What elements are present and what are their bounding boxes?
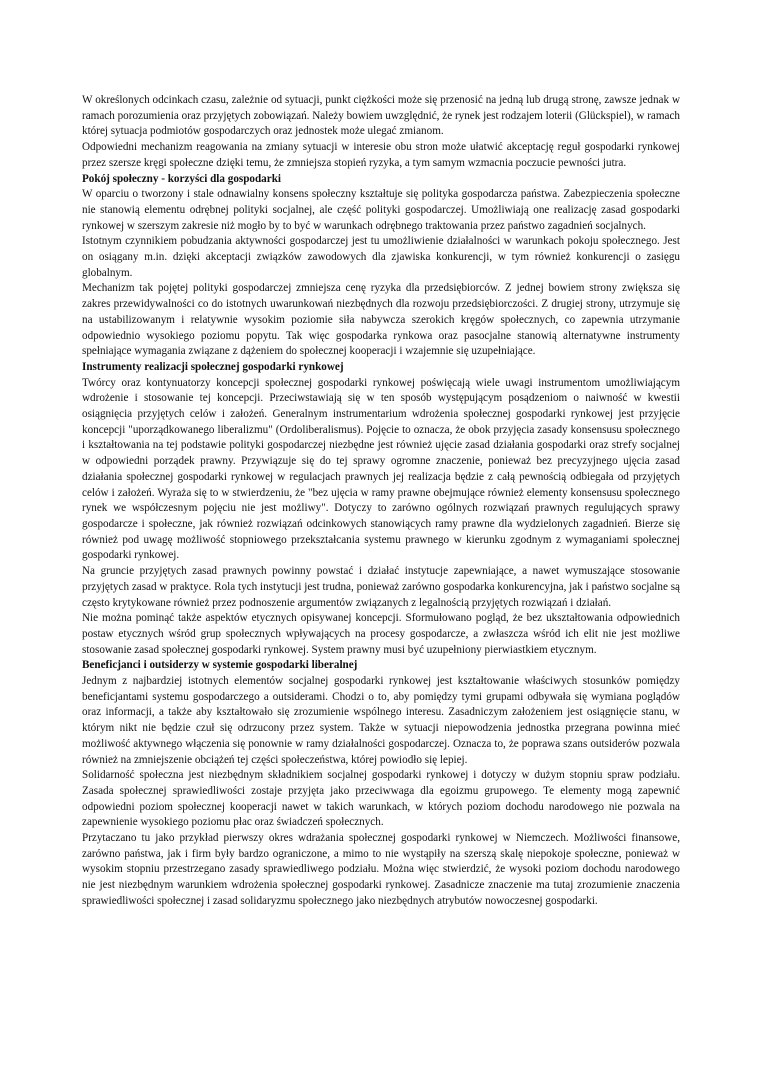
paragraph: Jednym z najbardziej istotnych elementów socjalnej gospodarki rynkowej jest kształtowanie właściwych stosunków pomiędzy beneficjantami systemu gospodarczego a outsiderami. Chodzi o to, aby pomiędzy tymi grupami odbywała się wymiana poglądów oraz informacji, a także aby kształtowało się zrozumienie wspólnego interesu. Zasadniczym założeniem jest osiągnięcie stanu, w którym nikt nie będzie czuł się odrzucony przez system. Także w sytuacji niepowodzenia jednostka przegrana powinna mieć możliwość aktywnego włączenia się ponownie w ramy działalności gospodarczej. Oznacza to, że poprawa szans outsiderów pozwala również na zmniejszenie obciążeń tej części społeczeństwa, której powiodło się lepiej. [82, 675, 680, 766]
paragraph: W określonych odcinkach czasu, zależnie od sytuacji, punkt ciężkości może się przenosić na jedną lub drugą stronę, zawsze jednak w ramach porozumienia oraz przyjętych zobowiązań. Należy bowiem uwzględnić, że rynek jest rodzajem loterii (Glückspiel), w ramach której sytuacja podmiotów gospodarczych oraz jednostek może ulegać zmianom. [82, 94, 680, 138]
paragraph: Przytaczano tu jako przykład pierwszy okres wdrażania społecznej gospodarki rynkowej w Niemczech. Możliwości finansowe, zarówno państwa, jak i firm były bardzo ograniczone, a mimo to nie wystąpiły na szerszą skalę niepokoje społeczne, ponieważ w wysokim stopniu przestrzegano zasady sprawiedliwego podziału. Można więc stwierdzić, że wysoki poziom dochodu narodowego nie jest niezbędnym warunkiem wdrożenia społecznej gospodarki rynkowej. Zasadnicze znaczenie ma tutaj zrozumienie znaczenia sprawiedliwości społecznej i zasad solidaryzmu społecznego jako niezbędnych atrybutów nowoczesnej gospodarki. [82, 832, 680, 907]
paragraph: Nie można pominąć także aspektów etycznych opisywanej koncepcji. Sformułowano pogląd, że bez ukształtowania odpowiednich postaw etycznych wśród grup społecznych wpływających na procesy gospodarcze, a zwłaszcza wśród ich elit nie jest możliwe stosowanie zasad społecznej gospodarki rynkowej. System prawny musi być uzupełniony pierwiastkiem etycznym. [82, 612, 680, 656]
section-heading: Pokój społeczny - korzyści dla gospodarki [82, 172, 281, 185]
section-heading: Instrumenty realizacji społecznej gospodarki rynkowej [82, 360, 344, 373]
paragraph: Istotnym czynnikiem pobudzania aktywności gospodarczej jest tu umożliwienie działalności w warunkach pokoju społecznego. Jest on osiągany m.in. dzięki akceptacji związków zawodowych dla zjawiska konkurencji, w tym również konkurencji o zasięgu globalnym. [82, 235, 680, 279]
paragraph: Solidarność społeczna jest niezbędnym składnikiem socjalnej gospodarki rynkowej i dotyczy w dużym stopniu spraw podziału. Zasada społecznej sprawiedliwości zostaje przyjęta jako przeciwwaga dla egoizmu grupowego. Te elementy mogą zapewnić odpowiedni poziom społecznej kooperacji nawet w takich warunkach, w których poziom dochodu narodowego nie pozwala na zapewnienie wysokiego poziomu płac oraz świadczeń społecznych. [82, 769, 680, 829]
section-heading: Beneficjanci i outsiderzy w systemie gospodarki liberalnej [82, 659, 358, 672]
document-page [82, 93, 680, 910]
paragraph: Na gruncie przyjętych zasad prawnych powinny powstać i działać instytucje zapewniające, a nawet wymuszające stosowanie przyjętych zasad w praktyce. Rola tych instytucji jest trudna, ponieważ zarówno gospodarka konkurencyjna, jak i państwo socjalne są często krytykowane również przez podnoszenie argumentów związanych z legalnością przyjętych rozwiązań i działań. [82, 565, 680, 609]
paragraph: Twórcy oraz kontynuatorzy koncepcji społecznej gospodarki rynkowej poświęcają wiele uwagi instrumentom umożliwiającym wdrożenie i stosowanie tej koncepcji. Przeciwstawiają się w ten sposób występującym posądzeniom o naiwność w kwestii osiągnięcia przyjętych celów i założeń. Generalnym instrumentarium wdrożenia społecznej gospodarki rynkowej jest przyjęcie koncepcji "uporządkowanego liberalizmu" (Ordoliberalismus). Pojęcie to oznacza, że obok przyjęcia zasady konsensusu społecznego i kształtowania na tej podstawie polityki gospodarczej niezbędne jest również ujęcie zasad działania gospodarki oraz strefy socjalnej w odpowiedni porządek prawny. Przywiązuje się do tej sprawy ogromne znaczenie, ponieważ bez precyzyjnego ujęcia zasad działania społecznej gospodarki rynkowej w regulacjach prawnych jej realizacja będzie z całą pewnością odbiegała od przyjętych celów i założeń. Wyraża się to w stwierdzeniu, że "bez ujęcia w ramy prawne obejmujące również elementy konsensusu społecznego rynek we współczesnym pojęciu nie jest możliwy". Dotyczy to zarówno ogólnych rozwiązań prawnych regulujących sprawy gospodarcze i społeczne, jak również rozwiązań odcinkowych stanowiących ramy prawne dla wydzielonych zagadnień. Bierze się również pod uwagę możliwość stopniowego przekształcania systemu prawnego w kierunku zgodnym z wymaganiami społecznej gospodarki rynkowej. [82, 376, 680, 562]
paragraph: Mechanizm tak pojętej polityki gospodarczej zmniejsza cenę ryzyka dla przedsiębiorców. Z jednej bowiem strony zwiększa się zakres przewidywalności co do istotnych uwarunkowań niezbędnych dla rozwoju przedsiębiorczości. Z drugiej strony, utrzymuje się na ustabilizowanym i relatywnie wysokim poziomie siła nabywcza szerokich kręgów społecznych, co zapewnia utrzymanie odpowiednio wysokiego poziomu popytu. Tak więc gospodarka rynkowa oraz pasocjalne stanowią alternatywne instrumenty spełniające wymagania związane z dążeniem do społecznej kooperacji i wzajemnie się uzupełniające. [82, 282, 680, 358]
paragraph: W oparciu o tworzony i stale odnawialny konsens społeczny kształtuje się polityka gospodarcza państwa. Zabezpieczenia społeczne nie stanowią elementu odrębnej polityki socjalnej, ale część polityki gospodarczej. Umożliwiają one realizację zasad gospodarki rynkowej w szerszym zakresie niż mogło by to być w warunkach odrębnego traktowania przez państwo zagadnień socjalnych. [82, 188, 680, 232]
paragraph: Odpowiedni mechanizm reagowania na zmiany sytuacji w interesie obu stron może ułatwić akceptację reguł gospodarki rynkowej przez szersze kręgi społeczne dzięki temu, że zmniejsza stopień ryzyka, a tym samym wzmacnia poczucie pewności jutra. [82, 141, 680, 169]
